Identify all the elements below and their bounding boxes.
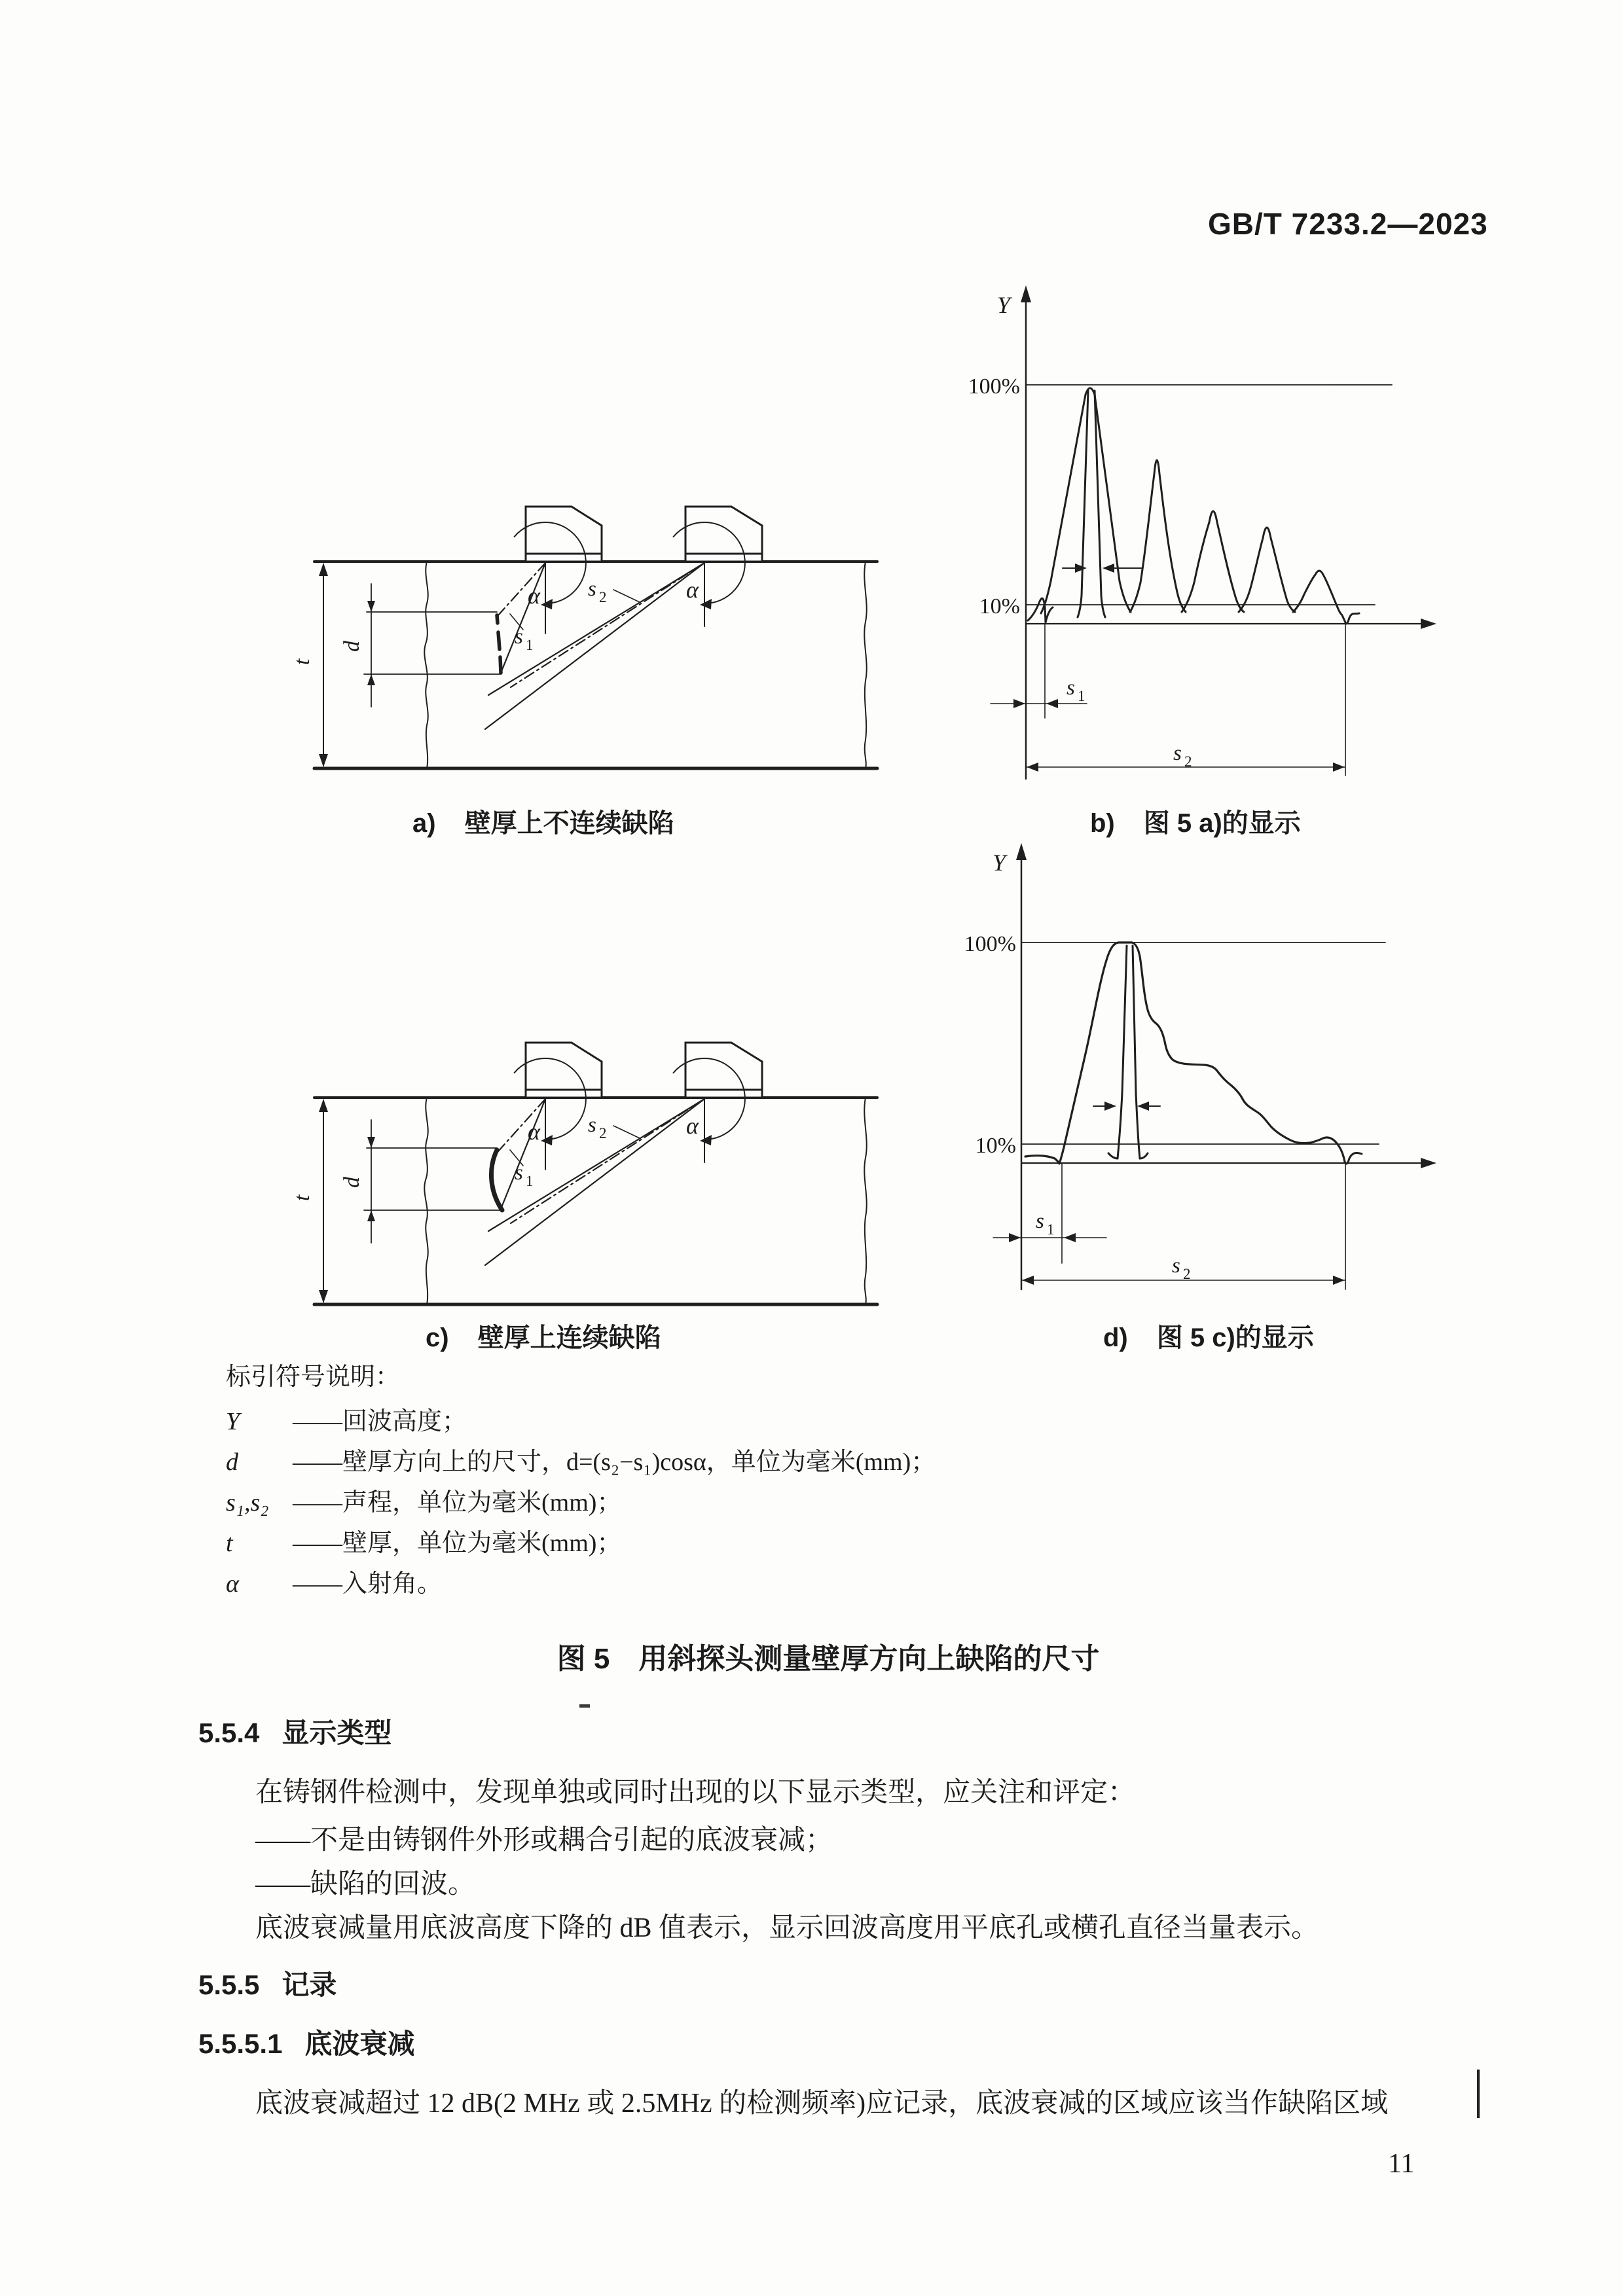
echo-peak-1-envelope (1041, 388, 1131, 613)
echo-peak-1-spike (1078, 391, 1105, 617)
caption-c-label: c) (426, 1323, 449, 1352)
s1-arrow-left (1046, 699, 1058, 708)
ascan-display-b (903, 275, 1453, 785)
heading-5-5-4 (198, 1712, 392, 1751)
t-label: t (290, 1194, 314, 1201)
diagram-c-wall-continuous-defect (275, 1027, 877, 1308)
s1-arrow-left (1064, 1233, 1076, 1242)
label-100pct: 100% (964, 932, 1016, 956)
s1-subscript: 1 (1078, 688, 1085, 704)
end-notch-tail (1342, 613, 1359, 624)
s2-arrow-right (1333, 1276, 1345, 1285)
s2-arrow-right (1333, 762, 1345, 772)
legend-item-t (226, 1522, 621, 1558)
paragraph: 在铸钢件检测中，发现单独或同时出现的以下显示类型，应关注和评定： (255, 1778, 1136, 1808)
initial-pulse (1028, 598, 1053, 622)
s2-arrow-left (1022, 1276, 1034, 1285)
heading-number: 5.5.4 (198, 1717, 260, 1748)
s1-arrow-right (1013, 699, 1025, 708)
legend-desc: ——入射角。 (293, 1570, 443, 1598)
x-axis-arrow (1421, 1158, 1436, 1168)
ascan-display-d (903, 831, 1453, 1309)
caption-b-title: 图 5 a)的显示 (1143, 809, 1301, 838)
width-arrow-right-head (1137, 1102, 1149, 1111)
defect-discontinuous (497, 615, 501, 673)
label-10pct: 10% (975, 1134, 1016, 1158)
heading-number: 5.5.5 (198, 1969, 260, 2000)
s2-subscript: 2 (599, 1125, 607, 1141)
page-number: 11 (1388, 2149, 1415, 2179)
d-label: d (340, 1177, 364, 1188)
legend-symbol: d (226, 1448, 238, 1476)
beam-probe1-edge (501, 1099, 545, 1209)
legend-item-d (226, 1441, 936, 1477)
legend-item-s (226, 1482, 621, 1518)
y-axis-arrow (1021, 285, 1031, 302)
s1-arrow-right (1009, 1233, 1021, 1242)
y-axis-label: Y (997, 292, 1011, 318)
caption-d-label: d) (1103, 1323, 1128, 1352)
legend-symbol: s₁,s₂ (226, 1489, 269, 1516)
y-axis-label: Y (993, 850, 1006, 876)
spike-feet (1108, 1153, 1148, 1158)
paragraph: 底波衰减超过 12 dB(2 MHz 或 2.5MHz 的检测频率)应记录，底波衰减的区域应该当作缺陷区域 (255, 2089, 1389, 2119)
end-notch-tail (1345, 1153, 1362, 1164)
legend-symbol: t (226, 1530, 233, 1557)
beam-probe1-edge (501, 563, 545, 673)
alpha-label-2: α (686, 577, 699, 603)
t-label: t (290, 658, 314, 665)
label-10pct: 10% (979, 594, 1020, 619)
echo-peak-4 (1239, 528, 1295, 612)
s1-label: s (1067, 676, 1075, 700)
alpha-arc-2-arrow (700, 1135, 712, 1145)
caption-a (412, 802, 674, 840)
break-wave-left (424, 1098, 428, 1304)
s2-subscript: 2 (1184, 753, 1192, 770)
stray-mark (579, 1704, 590, 1708)
y-axis-arrow (1016, 843, 1027, 860)
s1-label: s (515, 625, 523, 649)
caption-d-title: 图 5 c)的显示 (1156, 1323, 1314, 1352)
legend-item-alpha (226, 1563, 442, 1599)
alpha-arc-1-arrow (541, 1135, 553, 1145)
alpha-arc-1-arrow (541, 599, 553, 609)
change-bar (1477, 2070, 1480, 2118)
beam-probe2-centerline (511, 563, 704, 687)
defect-continuous (491, 1150, 502, 1210)
legend-symbol: Y (226, 1408, 240, 1435)
alpha-label-1: α (528, 583, 540, 609)
caption-c (426, 1317, 661, 1354)
s1-subscript: 1 (1047, 1221, 1055, 1238)
s2-label: s (1172, 1254, 1180, 1278)
echo-peak-2 (1130, 460, 1186, 612)
s1-label: s (1036, 1210, 1044, 1233)
break-wave-left (424, 562, 428, 768)
s2-arrow-left (1027, 762, 1038, 772)
legend-desc: ——回波高度； (293, 1408, 467, 1435)
legend-desc: ——壁厚，单位为毫米(mm)； (293, 1530, 622, 1557)
caption-c-title: 壁厚上连续缺陷 (477, 1323, 661, 1352)
caption-a-title: 壁厚上不连续缺陷 (464, 809, 674, 838)
break-wave-right (864, 1098, 866, 1304)
break-wave-right (864, 562, 866, 768)
s2-leader (613, 590, 640, 602)
echo-envelope (1025, 942, 1345, 1164)
legend-symbol: α (226, 1570, 239, 1598)
legend-item-Y (226, 1401, 467, 1437)
figure-5-title: 图 5 用斜探头测量壁厚方向上缺陷的尺寸 (556, 1643, 1100, 1675)
heading-number: 5.5.5.1 (198, 2028, 283, 2059)
beam-probe2-centerline (511, 1099, 704, 1223)
s2-subscript: 2 (599, 589, 607, 605)
x-axis-arrow (1421, 619, 1436, 629)
caption-b-label: b) (1090, 809, 1115, 838)
width-arrow-left-head (1075, 564, 1087, 573)
s2-subscript: 2 (1183, 1266, 1191, 1282)
s1-label: s (515, 1161, 523, 1185)
heading-title: 底波衰减 (304, 2028, 415, 2059)
d-label: d (340, 641, 364, 652)
alpha-label-2: α (686, 1113, 699, 1139)
paragraph: 底波衰减量用底波高度下降的 dB 值表示，显示回波高度用平底孔或横孔直径当量表示。 (255, 1913, 1319, 1943)
s2-label: s (588, 577, 596, 601)
legend-intro: 标引符号说明： (226, 1363, 401, 1391)
standard-number: GB/T 7233.2—2023 (1208, 207, 1488, 241)
caption-d (1103, 1317, 1314, 1354)
heading-title: 显示类型 (282, 1717, 392, 1748)
diagram-a-wall-discontinuous-defect (275, 491, 877, 772)
s2-leader (613, 1126, 640, 1138)
list-item: ——缺陷的回波。 (255, 1869, 476, 1899)
s2-label: s (1173, 742, 1182, 765)
alpha-label-1: α (528, 1119, 540, 1145)
legend-desc: ——声程，单位为毫米(mm)； (293, 1489, 622, 1516)
s2-label: s (588, 1113, 596, 1137)
heading-5-5-5-1 (198, 2022, 414, 2062)
alpha-arc-2-arrow (700, 599, 712, 609)
heading-5-5-5 (198, 1964, 337, 2003)
echo-peak-3 (1182, 511, 1244, 612)
peak-spike (1118, 946, 1140, 1158)
legend-desc: ——壁厚方向上的尺寸，d=(s₂−s₁)cosα，单位为毫米(mm)； (293, 1448, 936, 1476)
list-item: ——不是由铸钢件外形或耦合引起的底波衰减； (255, 1825, 833, 1856)
d-extension-lines (364, 612, 501, 674)
d-extension-lines (364, 1148, 501, 1210)
s1-subscript: 1 (526, 637, 534, 653)
caption-a-label: a) (412, 809, 436, 838)
heading-title: 记录 (282, 1969, 337, 2000)
width-arrow-left-head (1104, 1102, 1116, 1111)
echo-peak-5 (1293, 571, 1342, 615)
s1-subscript: 1 (526, 1173, 534, 1189)
caption-b (1090, 802, 1301, 840)
label-100pct: 100% (968, 374, 1020, 399)
width-arrow-right-head (1103, 564, 1114, 573)
